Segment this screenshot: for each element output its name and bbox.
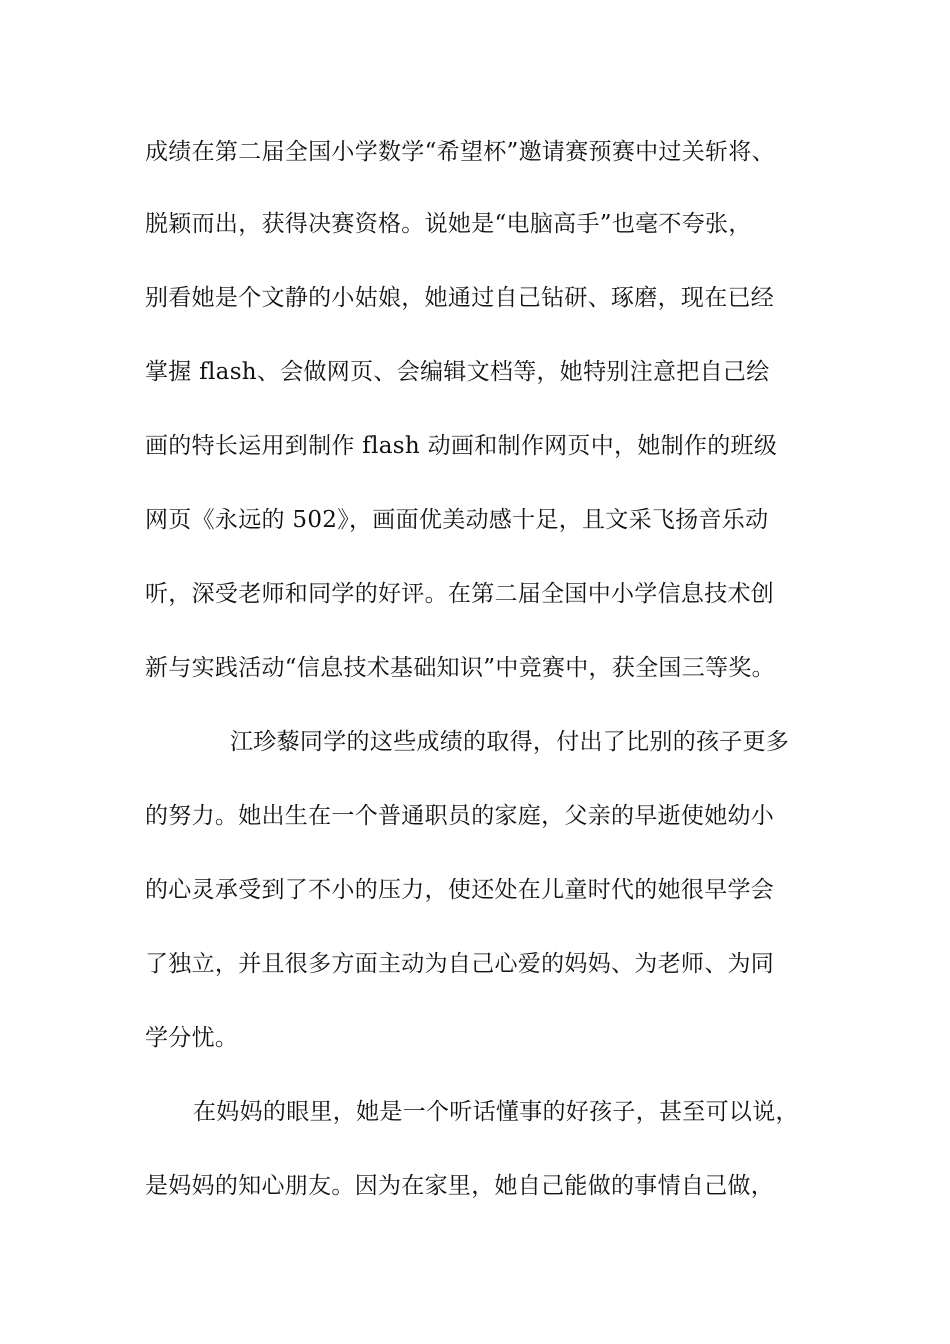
text-line-1: 成绩在第二届全国小学数学“希望杯”邀请赛预赛中过关斩将、 — [145, 139, 775, 165]
text-line-13: 学分忧。 — [145, 1025, 239, 1051]
text-line-12: 了独立，并且很多方面主动为自己心爱的妈妈、为老师、为同 — [145, 951, 775, 977]
text-line-8: 新与实践活动“信息技术基础知识”中竞赛中，获全国三等奖。 — [145, 655, 775, 681]
text-line-6: 网页《永远的 502》，画面优美动感十足，且文采飞扬音乐动 — [145, 507, 769, 533]
paragraph-start-line: 江珍藜同学的这些成绩的取得，付出了比别的孩子更多 — [230, 729, 790, 755]
text-line-2: 脱颖而出，获得决赛资格。说她是“电脑高手”也毫不夸张， — [145, 211, 752, 237]
text-line-10: 的努力。她出生在一个普通职员的家庭，父亲的早逝使她幼小 — [145, 803, 775, 829]
text-line-5: 画的特长运用到制作 flash 动画和制作网页中，她制作的班级 — [145, 433, 778, 459]
text-line-3: 别看她是个文静的小姑娘，她通过自己钻研、琢磨，现在已经 — [145, 285, 775, 311]
text-line-4: 掌握 flash、会做网页、会编辑文档等，她特别注意把自己绘 — [145, 359, 770, 385]
text-line-7: 听，深受老师和同学的好评。在第二届全国中小学信息技术创 — [145, 581, 775, 607]
text-line-11: 的心灵承受到了不小的压力，使还处在儿童时代的她很早学会 — [145, 877, 775, 903]
paragraph-start-line: 在妈妈的眼里，她是一个听话懂事的好孩子，甚至可以说， — [193, 1099, 799, 1125]
text-line-15: 是妈妈的知心朋友。因为在家里，她自己能做的事情自己做， — [145, 1173, 775, 1199]
